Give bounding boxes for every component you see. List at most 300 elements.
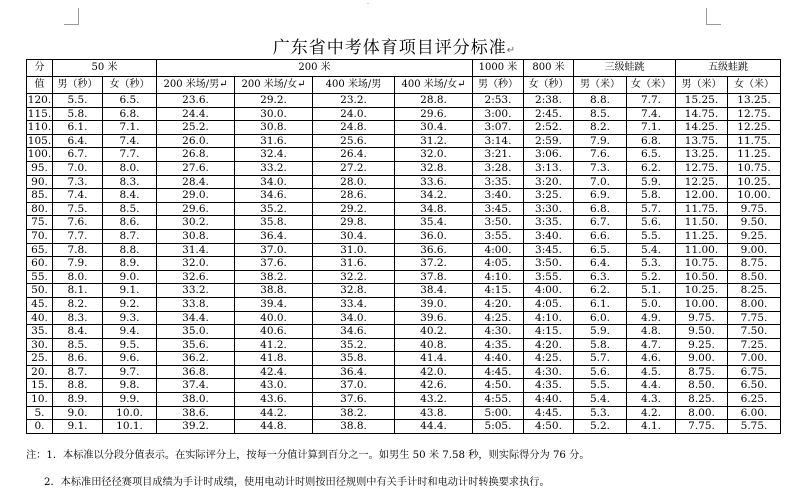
table-cell: 4:55. <box>473 393 524 407</box>
score-cell: 110. <box>27 121 52 134</box>
table-row <box>27 216 781 230</box>
table-cell: 7.6. <box>53 216 103 230</box>
table-cell: 35.2. <box>313 338 395 352</box>
table-cell: 25.6. <box>313 134 395 148</box>
table-cell: 5.9. <box>574 325 627 339</box>
table-cell: 6.5. <box>627 148 676 162</box>
table-cell: 4:00. <box>473 243 524 257</box>
table-cell: 7.0. <box>53 161 103 175</box>
table-cell: 37.4. <box>157 379 235 393</box>
table-cell: 9.25. <box>728 229 781 243</box>
table-cell: 37.8. <box>395 270 473 284</box>
table-cell: 43.0. <box>235 379 313 393</box>
table-cell: 4.6. <box>627 352 676 366</box>
table-cell: 4:15. <box>473 284 524 298</box>
header-group-five-frog-jump: 五级蛙跳 <box>676 60 781 77</box>
table-cell: 9.5. <box>103 338 157 352</box>
table-cell: 10.50. <box>676 270 728 284</box>
note-1: 注：1．本标准以分段分值表示。在实际评分上，按每一分值计算到百分之一。如男生 50 米 7.58 秒，则实际得分为 76 分。 <box>26 450 590 461</box>
table-cell: 5.0. <box>627 297 676 311</box>
table-cell: 5.8. <box>574 338 627 352</box>
table-cell: 4.7. <box>627 338 676 352</box>
table-cell: 10.1. <box>103 420 157 434</box>
table-cell: 4.5. <box>627 365 676 379</box>
table-cell: 8.8. <box>53 379 103 393</box>
table-cell: 43.6. <box>235 393 313 407</box>
header-score-top: 分 <box>27 60 53 77</box>
table-cell: 9.9. <box>103 393 157 407</box>
table-cell: 31.0. <box>313 243 395 257</box>
score-cell: 45. <box>27 297 53 311</box>
table-cell: 36.0. <box>395 229 473 243</box>
table-cell: 8.7. <box>103 229 157 243</box>
table-cell: 27.2. <box>313 161 395 175</box>
paragraph-mark: ↵ <box>506 45 517 56</box>
table-cell: 12.25. <box>676 175 728 189</box>
table-cell: 8.75. <box>728 257 781 271</box>
score-cell: 30. <box>27 338 53 352</box>
table-cell: 36.4. <box>235 229 313 243</box>
table-cell: 7.50. <box>728 325 781 339</box>
table-cell: 37.6. <box>235 257 313 271</box>
table-cell: 36.4. <box>313 365 395 379</box>
table-cell: 34.0. <box>313 311 395 325</box>
table-cell: 35.6. <box>157 338 235 352</box>
table-row <box>27 406 781 420</box>
top-marker: - <box>367 0 370 7</box>
score-cell: 15. <box>27 379 53 393</box>
table-cell: 34.2. <box>395 189 473 203</box>
table-cell: 32.6. <box>157 270 235 284</box>
table-cell: 3:25. <box>524 189 574 203</box>
table-cell: 40.8. <box>395 338 473 352</box>
table-cell: 44.4. <box>395 420 473 434</box>
table-cell: 4.9. <box>627 311 676 325</box>
table-cell: 5:05. <box>473 420 524 434</box>
table-cell: 42.6. <box>395 379 473 393</box>
table-row <box>27 365 781 379</box>
table-cell: 7.4. <box>53 189 103 203</box>
table-cell: 6.4. <box>53 134 103 148</box>
table-row <box>27 243 781 257</box>
table-cell: 12.25. <box>728 121 781 135</box>
table-cell: 6.8. <box>627 134 676 148</box>
table-cell: 9.7. <box>103 365 157 379</box>
table-cell: 7.00. <box>728 352 781 366</box>
table-cell: 6.1. <box>53 121 103 135</box>
table-cell: 28.4. <box>157 175 235 189</box>
table-cell: 12.75. <box>728 107 781 121</box>
table-cell: 32.0. <box>395 148 473 162</box>
table-cell: 23.2. <box>313 94 395 108</box>
table-cell: 31.6. <box>235 134 313 148</box>
table-cell: 29.2. <box>235 94 313 108</box>
table-cell: 6.7. <box>574 216 627 230</box>
score-cell: 20. <box>27 365 53 379</box>
table-cell: 34.4. <box>157 311 235 325</box>
table-cell: 5.3. <box>574 406 627 420</box>
table-cell: 5:00. <box>473 406 524 420</box>
table-cell: 8.2. <box>574 121 627 135</box>
header-sub: 男（秒） <box>473 77 524 94</box>
table-cell: 37.6. <box>313 393 395 407</box>
table-cell: 37.0. <box>235 243 313 257</box>
table-cell: 3:28. <box>473 161 524 175</box>
table-cell: 4:20. <box>473 297 524 311</box>
table-cell: 29.6. <box>157 202 235 216</box>
score-cell: 105. <box>27 134 52 147</box>
table-cell: 30.2. <box>157 216 235 230</box>
table-cell: 6.75. <box>728 365 781 379</box>
table-cell: 31.6. <box>313 257 395 271</box>
table-cell: 11.00. <box>676 243 728 257</box>
table-cell: 8.5. <box>574 107 627 121</box>
table-cell: 7.5. <box>53 202 103 216</box>
table-cell: 40.6. <box>235 325 313 339</box>
table-row <box>27 175 781 189</box>
table-cell: 8.3. <box>103 175 157 189</box>
table-cell: 8.9. <box>103 257 157 271</box>
score-cell: 85. <box>27 189 53 203</box>
table-cell: 9.50. <box>676 325 728 339</box>
table-cell: 24.8. <box>313 121 395 135</box>
table-row <box>27 311 781 325</box>
table-row <box>27 189 781 203</box>
score-cell: 50. <box>27 284 53 298</box>
document-title <box>0 33 789 58</box>
table-cell: 5.3. <box>627 257 676 271</box>
score-cell: 35. <box>27 325 53 339</box>
table-cell: 39.4. <box>235 297 313 311</box>
score-cell: 95. <box>27 161 53 175</box>
table-cell: 3:00. <box>473 107 524 121</box>
table-cell: 5.6. <box>574 365 627 379</box>
header-group-1000m: 1000 米 <box>473 60 524 77</box>
table-cell: 11.75. <box>728 134 781 148</box>
table-cell: 4:20. <box>524 338 574 352</box>
table-cell: 4:45. <box>524 406 574 420</box>
table-row <box>27 148 781 162</box>
table-cell: 6.1. <box>574 297 627 311</box>
table-row <box>27 270 781 284</box>
table-cell: 6.3. <box>574 270 627 284</box>
table-cell: 4:25. <box>524 352 574 366</box>
table-cell: 35.8. <box>313 352 395 366</box>
table-cell: 7.9. <box>53 257 103 271</box>
table-cell: 39.6. <box>395 311 473 325</box>
table-cell: 33.4. <box>313 297 395 311</box>
table-cell: 39.2. <box>157 420 235 434</box>
table-cell: 3:13. <box>524 161 574 175</box>
table-cell: 7.0. <box>574 175 627 189</box>
table-cell: 9.2. <box>103 297 157 311</box>
table-cell: 5.5. <box>53 94 103 108</box>
table-cell: 9.1. <box>103 284 157 298</box>
table-cell: 4:10. <box>473 270 524 284</box>
table-cell: 43.8. <box>395 406 473 420</box>
table-cell: 38.8. <box>313 420 395 434</box>
table-cell: 8.5. <box>103 202 157 216</box>
table-cell: 8.25. <box>676 393 728 407</box>
table-cell: 28.0. <box>313 175 395 189</box>
table-cell: 10.75. <box>728 161 781 175</box>
table-cell: 40.0. <box>235 311 313 325</box>
table-cell: 3:55. <box>524 270 574 284</box>
table-cell: 8.6. <box>103 216 157 230</box>
table-cell: 39.0. <box>395 297 473 311</box>
page-corner-mark-top-left <box>64 8 79 25</box>
table-cell: 6.7. <box>53 148 103 162</box>
table-cell: 8.0. <box>103 161 157 175</box>
table-cell: 7.7. <box>53 229 103 243</box>
table-cell: 4:35. <box>473 338 524 352</box>
table-cell: 3:45. <box>473 202 524 216</box>
table-cell: 4:50. <box>473 379 524 393</box>
table-cell: 30.8. <box>157 229 235 243</box>
table-cell: 4:05. <box>524 297 574 311</box>
table-cell: 3:40. <box>524 229 574 243</box>
table-cell: 15.25. <box>676 94 728 108</box>
table-cell: 11.50. <box>676 216 728 230</box>
header-sub: 女（米） <box>728 77 781 94</box>
table-cell: 6.2. <box>574 284 627 298</box>
table-cell: 33.2. <box>157 284 235 298</box>
table-cell: 34.0. <box>235 175 313 189</box>
table-cell: 9.00. <box>728 243 781 257</box>
table-cell: 5.4. <box>627 243 676 257</box>
table-cell: 6.00. <box>728 406 781 420</box>
table-cell: 3:45. <box>524 243 574 257</box>
table-cell: 11.25. <box>676 229 728 243</box>
header-sub: 男（秒） <box>53 77 103 94</box>
table-cell: 33.6. <box>395 175 473 189</box>
header-group-200m: 200 米 <box>157 60 473 77</box>
table-cell: 13.25. <box>676 148 728 162</box>
table-cell: 33.8. <box>157 297 235 311</box>
table-cell: 3:35. <box>473 175 524 189</box>
page-corner-mark-top-right <box>706 8 721 25</box>
table-cell: 38.2. <box>235 270 313 284</box>
table-cell: 36.8. <box>157 365 235 379</box>
table-cell: 5.5. <box>627 229 676 243</box>
table-cell: 8.75. <box>676 365 728 379</box>
table-row <box>27 107 781 121</box>
score-cell: 25. <box>27 352 53 366</box>
table-cell: 5.7. <box>627 202 676 216</box>
table-cell: 7.4. <box>627 107 676 121</box>
table-cell: 10.25. <box>676 284 728 298</box>
table-cell: 8.4. <box>103 189 157 203</box>
table-cell: 5.2. <box>627 270 676 284</box>
table-cell: 7.1. <box>627 121 676 135</box>
score-cell: 115. <box>27 107 52 120</box>
table-row <box>27 352 781 366</box>
table-cell: 8.6. <box>53 352 103 366</box>
table-cell: 4:00. <box>524 284 574 298</box>
table-cell: 34.8. <box>395 202 473 216</box>
table-cell: 9.00. <box>676 352 728 366</box>
table-cell: 43.2. <box>395 393 473 407</box>
table-cell: 5.2. <box>574 420 627 434</box>
table-cell: 4.3. <box>627 393 676 407</box>
table-cell: 8.00. <box>676 406 728 420</box>
table-cell: 24.4. <box>157 107 235 121</box>
table-cell: 6.0. <box>574 311 627 325</box>
header-sub: 200 米场/女↵ <box>235 77 313 94</box>
table-cell: 14.75. <box>676 107 728 121</box>
table-cell: 30.8. <box>235 121 313 135</box>
table-cell: 8.3. <box>53 311 103 325</box>
table-cell: 7.25. <box>728 338 781 352</box>
score-cell: 90. <box>27 175 53 189</box>
score-cell: 55. <box>27 270 53 284</box>
table-cell: 8.0. <box>53 270 103 284</box>
table-cell: 9.75. <box>676 311 728 325</box>
header-row-groups <box>27 60 781 77</box>
table-cell: 32.4. <box>235 148 313 162</box>
table-row <box>27 134 781 148</box>
table-cell: 4:30. <box>473 325 524 339</box>
table-cell: 8.50. <box>676 379 728 393</box>
table-cell: 7.6. <box>574 148 627 162</box>
table-cell: 27.6. <box>157 161 235 175</box>
table-cell: 6.6. <box>574 229 627 243</box>
header-row-subs <box>27 77 781 94</box>
table-cell: 5.7. <box>574 352 627 366</box>
table-cell: 32.8. <box>395 161 473 175</box>
table-cell: 41.8. <box>235 352 313 366</box>
table-cell: 28.8. <box>395 94 473 108</box>
table-cell: 8.7. <box>53 365 103 379</box>
header-sub: 女（秒） <box>524 77 574 94</box>
table-cell: 35.8. <box>235 216 313 230</box>
table-cell: 7.7. <box>103 148 157 162</box>
table-cell: 8.50. <box>728 270 781 284</box>
table-cell: 32.0. <box>157 257 235 271</box>
table-cell: 26.8. <box>157 148 235 162</box>
table-cell: 10.00. <box>728 189 781 203</box>
table-row <box>27 94 781 108</box>
header-score-bottom: 值 <box>27 77 53 94</box>
header-sub: 200 米场/男↵ <box>157 77 235 94</box>
table-cell: 44.2. <box>235 406 313 420</box>
score-cell: 60. <box>27 257 53 271</box>
table-cell: 3:07. <box>473 121 524 135</box>
table-cell: 35.4. <box>395 216 473 230</box>
table-cell: 4:45. <box>473 365 524 379</box>
table-cell: 38.4. <box>395 284 473 298</box>
score-cell: 10. <box>27 393 53 407</box>
table-row <box>27 338 781 352</box>
table-cell: 6.8. <box>574 202 627 216</box>
table-cell: 8.4. <box>53 325 103 339</box>
table-cell: 6.2. <box>627 161 676 175</box>
table-cell: 4:05. <box>473 257 524 271</box>
header-group-800m: 800 米 <box>524 60 574 77</box>
table-cell: 4:10. <box>524 311 574 325</box>
table-row <box>27 284 781 298</box>
table-cell: 3:30. <box>524 202 574 216</box>
header-sub: 400 米场/女↵ <box>395 77 473 94</box>
table-cell: 30.4. <box>395 121 473 135</box>
table-cell: 37.2. <box>395 257 473 271</box>
table-cell: 41.2. <box>235 338 313 352</box>
table-cell: 42.4. <box>235 365 313 379</box>
table-cell: 34.6. <box>313 325 395 339</box>
table-cell: 6.9. <box>574 189 627 203</box>
table-cell: 3:20. <box>524 175 574 189</box>
table-cell: 38.0. <box>157 393 235 407</box>
note-2: 2．本标准田径径赛项目成绩为手计时成绩，使用电动计时则按田径规则中有关手计时和电动计时转换要求执行。 <box>44 477 550 488</box>
table-cell: 33.2. <box>235 161 313 175</box>
table-row <box>27 229 781 243</box>
table-cell: 31.2. <box>395 134 473 148</box>
table-cell: 14.25. <box>676 121 728 135</box>
table-cell: 4:35. <box>524 379 574 393</box>
table-cell: 42.0. <box>395 365 473 379</box>
score-cell: 80. <box>27 202 53 216</box>
table-cell: 9.3. <box>103 311 157 325</box>
table-cell: 30.4. <box>313 229 395 243</box>
table-cell: 4:15. <box>524 325 574 339</box>
table-cell: 9.0. <box>53 406 103 420</box>
table-cell: 8.00. <box>728 297 781 311</box>
table-cell: 3:50. <box>524 257 574 271</box>
table-cell: 9.6. <box>103 352 157 366</box>
table-cell: 10.00. <box>676 297 728 311</box>
table-cell: 5.4. <box>574 393 627 407</box>
scoring-table <box>26 59 781 434</box>
table-cell: 12.00. <box>676 189 728 203</box>
table-cell: 3:14. <box>473 134 524 148</box>
score-cell: 40. <box>27 311 53 325</box>
table-cell: 4:40. <box>473 352 524 366</box>
table-cell: 7.75. <box>728 311 781 325</box>
table-cell: 40.2. <box>395 325 473 339</box>
score-cell: 0. <box>27 420 53 434</box>
table-cell: 9.50. <box>728 216 781 230</box>
header-group-triple-frog-jump: 三级蛙跳 <box>574 60 676 77</box>
table-cell: 2:38. <box>524 94 574 108</box>
table-cell: 5.9. <box>627 175 676 189</box>
table-cell: 7.3. <box>574 161 627 175</box>
table-row <box>27 379 781 393</box>
table-cell: 4:40. <box>524 393 574 407</box>
table-cell: 6.8. <box>103 107 157 121</box>
table-cell: 8.2. <box>53 297 103 311</box>
table-cell: 9.8. <box>103 379 157 393</box>
table-cell: 26.0. <box>157 134 235 148</box>
table-cell: 2:52. <box>524 121 574 135</box>
table-cell: 5.6. <box>627 216 676 230</box>
table-cell: 4.4. <box>627 379 676 393</box>
table-cell: 6.50. <box>728 379 781 393</box>
header-sub: 男（米） <box>676 77 728 94</box>
table-cell: 34.6. <box>235 189 313 203</box>
table-cell: 37.0. <box>313 379 395 393</box>
header-sub: 男（米） <box>574 77 627 94</box>
table-cell: 4.1. <box>627 420 676 434</box>
table-cell: 3:55. <box>473 229 524 243</box>
table-cell: 10.25. <box>728 175 781 189</box>
score-cell: 70. <box>27 229 53 243</box>
table-cell: 8.9. <box>53 393 103 407</box>
table-cell: 6.25. <box>728 393 781 407</box>
table-cell: 5.75. <box>728 420 781 434</box>
table-cell: 32.8. <box>313 284 395 298</box>
table-row <box>27 121 781 135</box>
table-cell: 3:35. <box>524 216 574 230</box>
